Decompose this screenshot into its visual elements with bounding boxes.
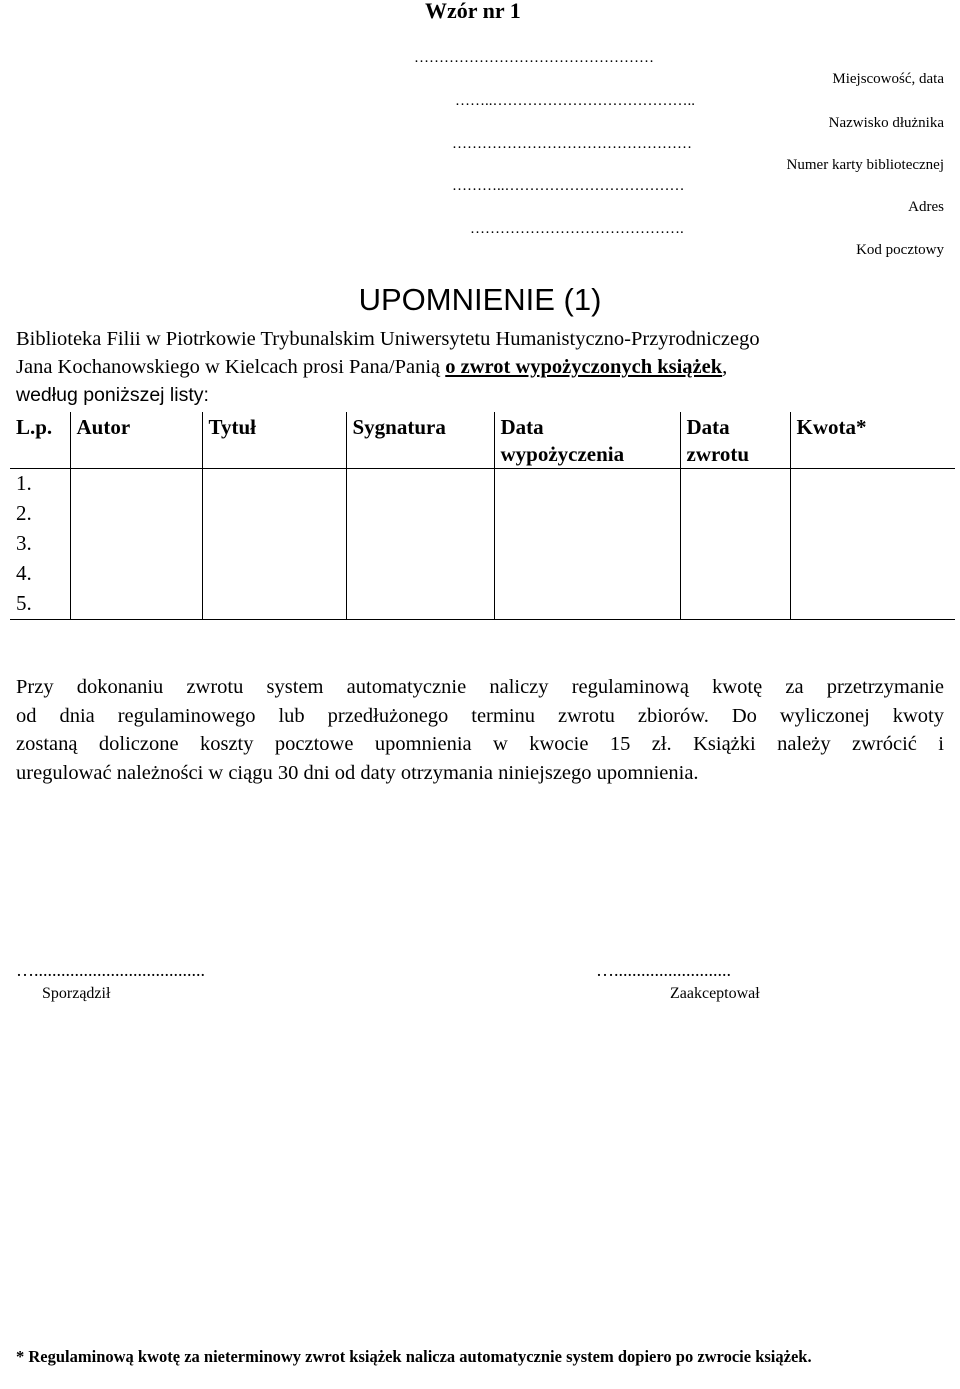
postal-code-label: Kod pocztowy xyxy=(856,242,944,258)
address-label: Adres xyxy=(908,199,944,215)
prepared-by-dots: …...................................... xyxy=(16,960,205,980)
col-return-date xyxy=(680,412,790,469)
cell-return-date xyxy=(680,529,790,559)
cell-amount xyxy=(790,589,955,620)
return-request: o zwrot wypożyczonych książek xyxy=(445,356,723,378)
cell-return-date xyxy=(680,469,790,500)
cell-author xyxy=(70,499,202,529)
cell-amount xyxy=(790,469,955,500)
col-author: Autor xyxy=(70,412,202,469)
cell-loan-date xyxy=(494,589,680,620)
intro-line-2 xyxy=(16,353,944,381)
cell-title xyxy=(202,589,346,620)
prepared-by-label: Sporządził xyxy=(42,985,111,1002)
cell-signature xyxy=(346,499,494,529)
table-row xyxy=(10,589,955,620)
cell-return-date xyxy=(680,589,790,620)
cell-author xyxy=(70,469,202,500)
cell-loan-date xyxy=(494,499,680,529)
col-return-date-line2: zwrotu xyxy=(686,442,750,466)
table-row xyxy=(10,559,955,589)
cell-return-date xyxy=(680,499,790,529)
table-row xyxy=(10,529,955,559)
policy-line-1: Przy dokonaniu zwrotu system automatycznie naliczy regulaminową kwotę za przetrzymanie xyxy=(16,676,944,698)
cell-title xyxy=(202,499,346,529)
intro-line-3: według poniższej listy: xyxy=(16,384,209,406)
table-row xyxy=(10,499,955,529)
cell-amount xyxy=(790,499,955,529)
cell-author xyxy=(70,589,202,620)
col-lp: L.p. xyxy=(10,412,70,469)
row-number: 5. xyxy=(10,589,70,620)
cell-signature xyxy=(346,559,494,589)
intro-line-2-end: , xyxy=(722,356,728,378)
place-date-label: Miejscowość, data xyxy=(832,71,944,87)
cell-loan-date xyxy=(494,469,680,500)
row-number: 4. xyxy=(10,559,70,589)
policy-line-4: uregulować należności w ciągu 30 dni od daty otrzymania niniejszego upomnienia. xyxy=(16,761,699,784)
col-loan-date-line2: wypożyczenia xyxy=(500,442,625,466)
cell-author xyxy=(70,559,202,589)
col-title: Tytuł xyxy=(202,412,346,469)
cell-amount xyxy=(790,529,955,559)
intro-text xyxy=(16,325,944,409)
debtor-name-label: Nazwisko dłużnika xyxy=(828,115,944,131)
col-loan-date-line1: Data xyxy=(500,415,544,439)
accepted-by-dots: ….......................... xyxy=(596,960,731,980)
table-row xyxy=(10,469,955,500)
cell-title xyxy=(202,469,346,500)
col-signature: Sygnatura xyxy=(346,412,494,469)
table-header-row xyxy=(10,412,955,469)
cell-title xyxy=(202,559,346,589)
policy-line-2: od dnia regulaminowego lub przedłużonego terminu zwrotu zbiorów. Do wyliczonej kwoty xyxy=(16,704,944,727)
cell-signature xyxy=(346,469,494,500)
cell-return-date xyxy=(680,559,790,589)
address-dots: ………..……………………………… xyxy=(452,178,685,194)
row-number: 2. xyxy=(10,499,70,529)
place-date-dots: ………………………………………… xyxy=(414,50,654,66)
intro-line-2-start: Jana Kochanowskiego w Kielcach prosi Pana/Panią xyxy=(16,356,446,378)
cell-author xyxy=(70,529,202,559)
row-number: 1. xyxy=(10,469,70,500)
accepted-by-label: Zaakceptował xyxy=(670,985,760,1002)
policy-line-3: zostaną doliczone koszty pocztowe upomnienia w kwocie 15 zł. Książki należy zwrócić i xyxy=(16,733,944,755)
library-card-label: Numer karty bibliotecznej xyxy=(786,157,944,173)
col-amount: Kwota* xyxy=(790,412,955,469)
cell-loan-date xyxy=(494,559,680,589)
cell-signature xyxy=(346,589,494,620)
cell-loan-date xyxy=(494,529,680,559)
postal-code-dots: ……………………………………. xyxy=(470,221,684,237)
cell-signature xyxy=(346,529,494,559)
cell-title xyxy=(202,529,346,559)
cell-amount xyxy=(790,559,955,589)
notice-heading: UPOMNIENIE (1) xyxy=(358,282,602,317)
row-number: 3. xyxy=(10,529,70,559)
debtor-name-dots: ……..………………………………….. xyxy=(455,93,695,109)
return-policy-paragraph xyxy=(16,673,944,787)
col-return-date-line1: Data xyxy=(686,415,730,439)
books-table xyxy=(10,412,955,620)
document-title: Wzór nr 1 xyxy=(425,0,521,23)
footnote: * Regulaminową kwotę za nieterminowy zwrot książek nalicza automatycznie system dopiero po zwrocie książek. xyxy=(16,1347,812,1366)
intro-line-1: Biblioteka Filii w Piotrkowie Trybunalskim Uniwersytetu Humanistyczno-Przyrodniczego xyxy=(16,328,760,350)
col-loan-date xyxy=(494,412,680,469)
library-card-dots: ………………………………………… xyxy=(452,136,692,152)
